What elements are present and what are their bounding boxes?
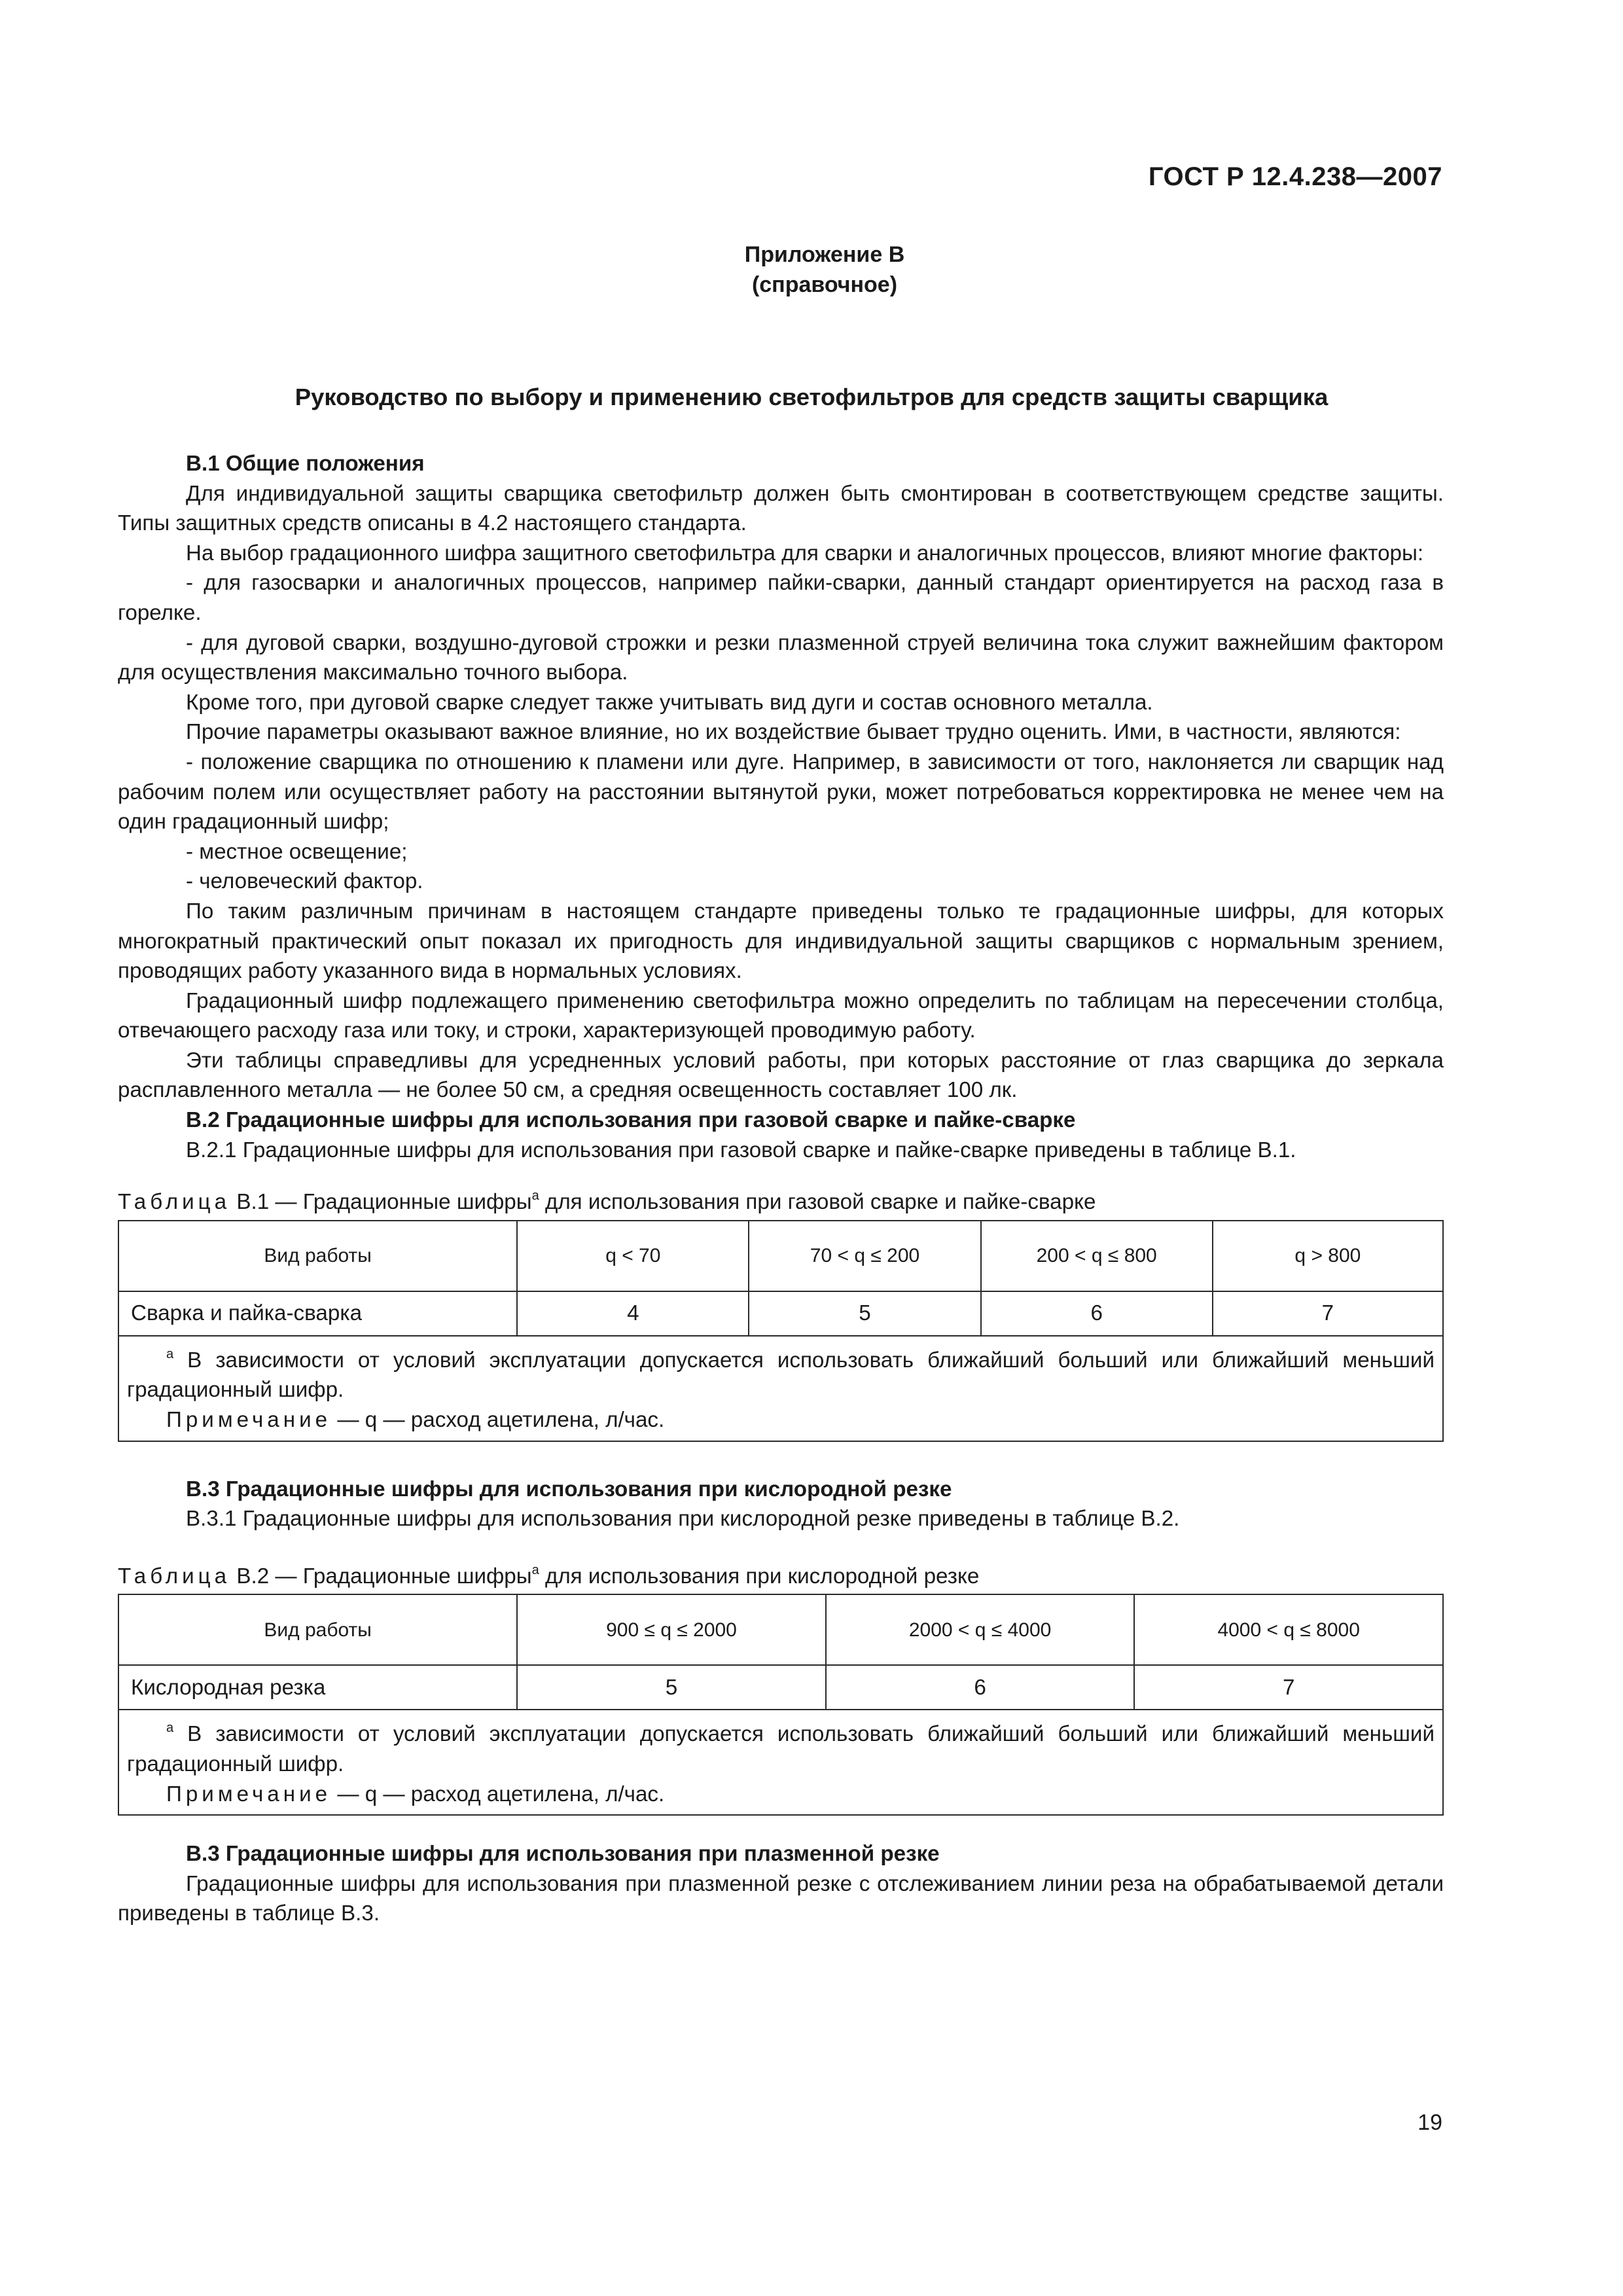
table-cell: 6 [826, 1665, 1135, 1710]
table-note: Примечание — q — расход ацетилена, л/час. [166, 1408, 665, 1433]
table-cell: 6 [981, 1291, 1213, 1336]
table-caption-label: Таблица [118, 1190, 231, 1215]
table-cell: 4 [517, 1291, 749, 1336]
table-note-row [118, 1710, 1443, 1815]
table-cell: 7 [1213, 1291, 1443, 1336]
paragraph: Прочие параметры оказывают важное влияние, но их воздействие бывает трудно оценить. Ими, в частности, являются: [186, 720, 1401, 745]
annex-status: (справочное) [751, 272, 898, 297]
table-header-cell: 70 < q ≤ 200 [749, 1221, 980, 1291]
annex-label: Приложение В [744, 242, 905, 267]
table-note-cell [118, 1336, 1443, 1441]
section-heading-b3: В.3 Градационные шифры для использования при кислородной резке [186, 1477, 952, 1501]
table-cell: 7 [1134, 1665, 1443, 1710]
table-header-row [118, 1594, 1443, 1665]
table-row [118, 1291, 1443, 1336]
table-note-row [118, 1336, 1443, 1441]
table-header-cell: 2000 < q ≤ 4000 [826, 1594, 1135, 1665]
table-header-cell: 4000 < q ≤ 8000 [1134, 1594, 1443, 1665]
table-b2 [118, 1594, 1444, 1816]
annex-heading [0, 240, 1623, 300]
paragraph: Для индивидуальной защиты сварщика светофильтр должен быть смонтирован в соответствующем средстве защиты. Типы защитных средств описаны в 4.2 настоящего стандарта. [118, 481, 1444, 536]
table-row [118, 1665, 1443, 1710]
paragraph: Градационные шифры для использования при плазменной резке с отслеживанием линии реза на обрабатываемой детали приведены в таблице В.3. [118, 1871, 1444, 1926]
table-cell: Сварка и пайка-сварка [118, 1291, 517, 1336]
table-footnote: $^a$ В зависимости от условий эксплуатации допускается использовать ближайший больший или ближайший меньший градационный шифр. [127, 1346, 1435, 1403]
table-note: Примечание — q — расход ацетилена, л/час. [166, 1782, 665, 1806]
table-cell: Кислородная резка [118, 1665, 517, 1710]
table-caption-b2: Таблица В.2 — Градационные шифры$^a$ для использования при кислородной резке [118, 1562, 980, 1588]
document-body [118, 449, 1444, 1929]
table-header-cell: Вид работы [118, 1594, 517, 1665]
section-heading-b1: В.1 Общие положения [186, 452, 425, 476]
table-header-cell: Вид работы [118, 1221, 517, 1291]
paragraph: - человеческий фактор. [186, 869, 423, 894]
section-heading-b2: В.2 Градационные шифры для использования при газовой сварке и пайке-сварке [186, 1108, 1076, 1133]
table-footnote: $^a$ В зависимости от условий эксплуатации допускается использовать ближайший больший или ближайший меньший градационный шифр. [127, 1721, 1435, 1776]
paragraph: - для газосварки и аналогичных процессов, например пайки-сварки, данный стандарт ориентируется на расход газа в горелке. [118, 571, 1444, 625]
section-heading-b3-plasma: В.3 Градационные шифры для использования при плазменной резке [186, 1842, 940, 1867]
table-note-cell [118, 1710, 1443, 1815]
paragraph: Градационный шифр подлежащего применению светофильтра можно определить по таблицам на пересечении столбца, отвечающего расходу газа или току, и строки, характеризующей проводимую работу. [118, 988, 1444, 1043]
page-number: 19 [1418, 2110, 1442, 2135]
table-cell: 5 [749, 1291, 980, 1336]
paragraph: - для дуговой сварки, воздушно-дуговой строжки и резки плазменной струей величина тока служит важнейшим фактором для осуществления максимально точного выбора. [118, 630, 1444, 685]
paragraph: - местное освещение; [186, 839, 408, 864]
paragraph: По таким различным причинам в настоящем стандарте приведены только те градационные шифры, для которых многократный практический опыт показал их пригодность для индивидуальной защиты сварщиков с нормальным зрением, проводящих работу указанного вида в нормальных условиях. [118, 899, 1444, 984]
table-header-cell: 200 < q ≤ 800 [981, 1221, 1213, 1291]
paragraph: На выбор градационного шифра защитного светофильтра для сварки и аналогичных процессов, влияют многие факторы: [186, 541, 1424, 565]
paragraph: Кроме того, при дуговой сварке следует также учитывать вид дуги и состав основного металла. [186, 690, 1153, 715]
paragraph: - положение сварщика по отношению к пламени или дуге. Например, в зависимости от того, наклоняется ли сварщик над рабочим полем или осуществляет работу на расстоянии вытянутой руки, может потребоваться корректировка не менее чем на один градационный шифр; [118, 749, 1444, 834]
table-header-row [118, 1221, 1443, 1291]
table-caption-label: Таблица [118, 1564, 231, 1588]
table-header-cell: q > 800 [1213, 1221, 1443, 1291]
table-header-cell: 900 ≤ q ≤ 2000 [517, 1594, 826, 1665]
table-cell: 5 [517, 1665, 826, 1710]
table-caption-b1: Таблица В.1 — Градационные шифры$^a$ для использования при газовой сварке и пайке-сварке [118, 1189, 1096, 1215]
paragraph: Эти таблицы справедливы для усредненных условий работы, при которых расстояние от глаз сварщика до зеркала расплавленного металла — не более 50 см, а средняя освещенность составляет 100 лк. [118, 1048, 1444, 1103]
paragraph: В.3.1 Градационные шифры для использования при кислородной резке приведены в таблице В.2. [186, 1507, 1180, 1532]
document-code: ГОСТ Р 12.4.238—2007 [1148, 162, 1442, 191]
paragraph: В.2.1 Градационные шифры для использования при газовой сварке и пайке-сварке приведены в таблице В.1. [186, 1138, 1296, 1162]
page-title: Руководство по выбору и применению светофильтров для средств защиты сварщика [294, 384, 1329, 410]
table-b1 [118, 1220, 1444, 1442]
table-header-cell: q < 70 [517, 1221, 749, 1291]
